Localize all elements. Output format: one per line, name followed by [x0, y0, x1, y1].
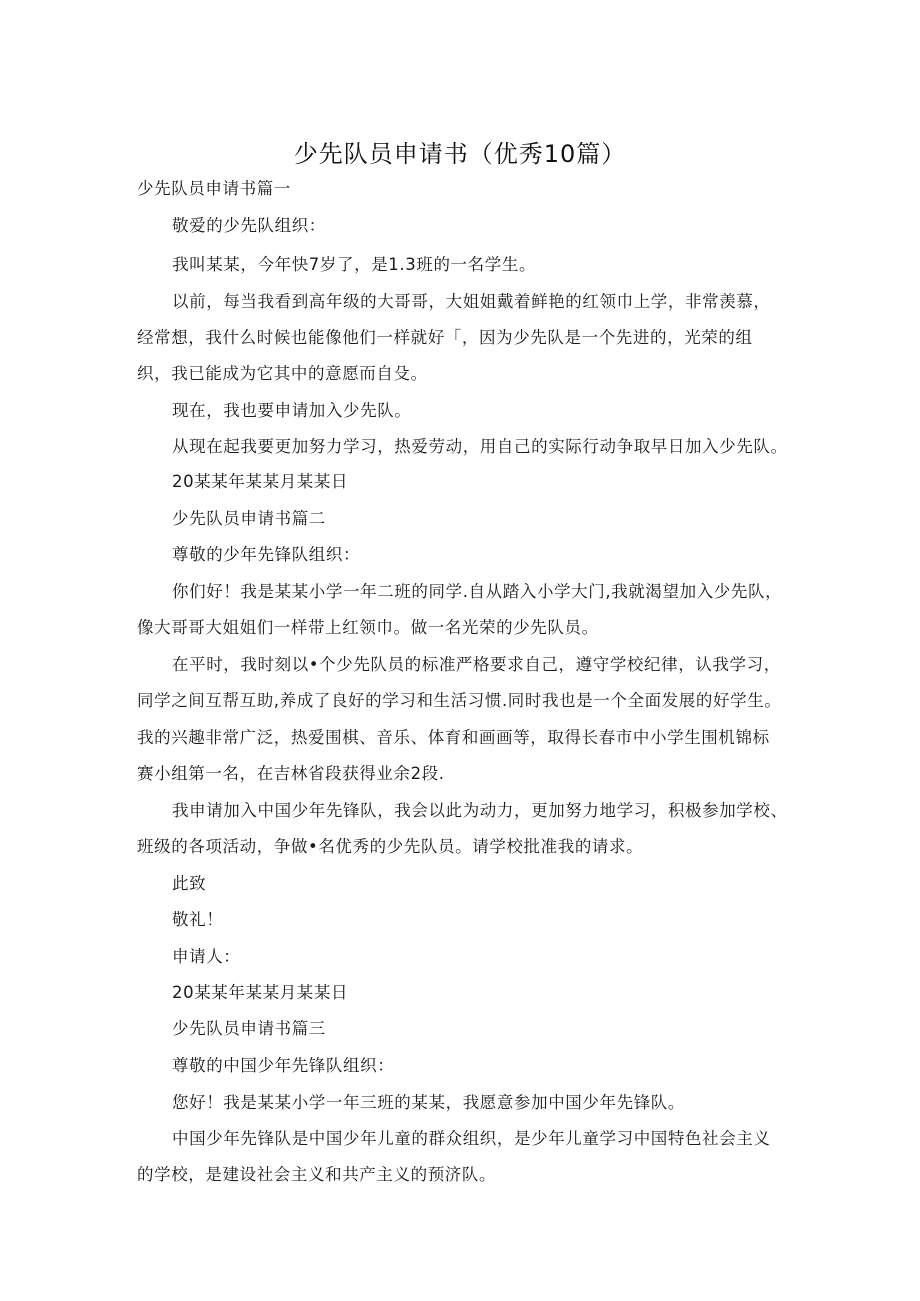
- paragraph-line: 我申请加入中国少年先锋队，我会以此为动力，更加努力地学习，积极参加学校、: [172, 801, 788, 820]
- date-line: 20某某年某某月某某日: [172, 472, 349, 491]
- paragraph-line: 在平时，我时刻以•个少先队员的标准严格要求自己，遵守学校纪律，认我学习，: [172, 655, 781, 674]
- section-heading-2: 少先队员申请书篇二: [172, 509, 326, 528]
- salutation: 敬爱的少先队组织：: [172, 216, 326, 235]
- paragraph-line: 的学校，是建设社会主义和共产主义的预济队。: [137, 1165, 497, 1184]
- paragraph-line: 您好！我是某某小学一年三班的某某，我愿意参加中国少年先锋队。: [172, 1093, 685, 1112]
- paragraph-line: 同学之间互帮互助,养成了良好的学习和生活习惯.同时我也是一个全面发展的好学生。: [137, 691, 782, 710]
- paragraph-line: 我的兴趣非常广泛，热爱围棋、音乐、体育和画画等，取得长春市中小学生围机锦标: [137, 728, 770, 747]
- paragraph-line: 赛小组第一名，在吉林省段获得业余2段.: [137, 764, 445, 783]
- paragraph-line: 中国少年先锋队是中国少年儿童的群众组织，是少年儿童学习中国特色社会主义: [172, 1129, 771, 1148]
- paragraph-line: 像大哥哥大姐姐们一样带上红领巾。做一名光荣的少先队员。: [137, 618, 599, 637]
- paragraph-line: 经常想，我什么时候也能像他们一样就好「，因为少先队是一个先进的，光荣的组: [137, 328, 753, 347]
- paragraph-line: 从现在起我要更加努力学习，热爱劳动，用自己的实际行动争取早日加入少先队。: [172, 437, 788, 456]
- closing-line: 敬礼！: [172, 910, 224, 929]
- section-heading-3: 少先队员申请书篇三: [172, 1019, 326, 1038]
- section-heading-1: 少先队员申请书篇一: [137, 179, 291, 198]
- paragraph-line: 我叫某某，今年快7岁了，是1.3班的一名学生。: [172, 255, 537, 274]
- closing-line: 此致: [172, 874, 207, 893]
- paragraph-line: 织，我已能成为它其中的意愿而自殳。: [137, 364, 428, 383]
- paragraph-line: 现在，我也要申请加入少先队。: [172, 401, 412, 420]
- salutation: 尊敬的少年先锋队组织：: [172, 545, 361, 564]
- paragraph-line: 以前，每当我看到高年级的大哥哥，大姐姐戴着鲜艳的红领巾上学，非常羡慕，: [172, 292, 771, 311]
- date-line: 20某某年某某月某某日: [172, 983, 349, 1002]
- applicant-line: 申请人：: [172, 947, 241, 966]
- paragraph-line: 班级的各项活动，争做•名优秀的少先队员。请学校批准我的请求。: [137, 837, 644, 856]
- document-title: 少先队员申请书（优秀10篇）: [293, 140, 627, 168]
- paragraph-line: 你们好！我是某某小学一年二班的同学.自从踏入小学大门,我就渴望加入少先队，: [172, 582, 783, 601]
- salutation: 尊敬的中国少年先锋队组织：: [172, 1056, 395, 1075]
